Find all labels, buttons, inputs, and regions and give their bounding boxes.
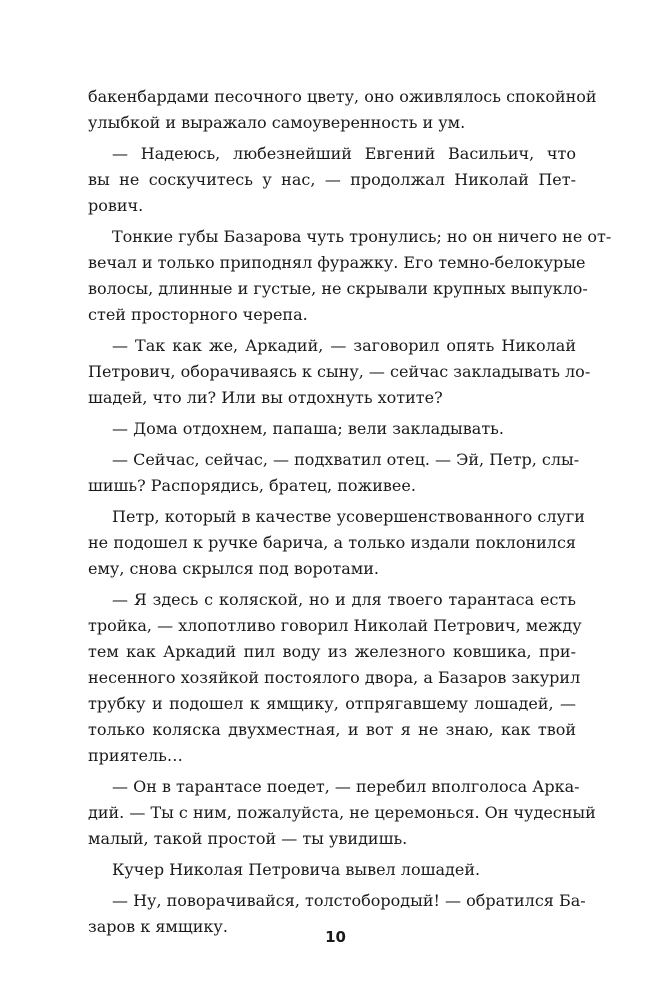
text-line: волосы, длинные и густые, не скрывали крупных выпукло-	[88, 279, 588, 298]
text-line: — Сейчас, сейчас, — подхватил отец. — Эй, Петр, слы-	[112, 450, 580, 469]
text-line: вечал и только приподнял фуражку. Его темно-белокурые	[88, 253, 586, 272]
paragraph	[88, 84, 597, 136]
text-line: улыбкой и выражало самоуверенность и ум.	[88, 113, 466, 132]
text-line: трубку и подошел к ямщику, отпрягавшему лошадей, —	[88, 694, 576, 713]
text-line: несенного хозяйкой постоялого двора, а Базаров закурил	[88, 668, 581, 687]
text-line: — Он в тарантасе поедет, — перебил вполголоса Арка-	[112, 777, 580, 796]
text-line: заров к ямщику.	[88, 917, 228, 936]
text-line: — Я здесь с коляской, но и для твоего тарантаса есть	[112, 590, 576, 609]
text-line: дий. — Ты с ним, пожалуйста, не церемонься. Он чудесный	[88, 803, 596, 822]
text-line: малый, такой простой — ты увидишь.	[88, 829, 408, 848]
text-line: Кучер Николая Петровича вывел лошадей.	[112, 860, 481, 879]
paragraph	[88, 224, 612, 328]
text-line: шадей, что ли? Или вы отдохнуть хотите?	[88, 388, 443, 407]
text-line: Петрович, оборачиваясь к сыну, — сейчас закладывать ло-	[88, 362, 591, 381]
page-number: 10	[325, 928, 346, 946]
text-line: — Ну, поворачивайся, толстобородый! — обратился Ба-	[112, 891, 586, 910]
text-line: — Так как же, Аркадий, — заговорил опять Николай	[112, 336, 576, 355]
text-line: Петр, который в качестве усовершенствованного слуги	[112, 507, 585, 526]
text-line: шишь? Распорядись, братец, поживее.	[88, 476, 416, 495]
text-line: приятель…	[88, 746, 183, 765]
paragraph	[88, 857, 576, 883]
text-line: — Надеюсь, любезнейший Евгений Васильич, что	[112, 144, 576, 163]
text-line: Тонкие губы Базарова чуть тронулись; но он ничего не от-	[112, 227, 612, 246]
text-line: тем как Аркадий пил воду из железного ковшика, при-	[88, 642, 576, 661]
text-line: рович.	[88, 196, 144, 215]
text-line: вы не соскучитесь у нас, — продолжал Николай Пет-	[88, 170, 576, 189]
text-line: не подошел к ручке барича, а только издали поклонился	[88, 533, 576, 552]
text-line: бакенбардами песочного цвету, оно оживлялось спокойной	[88, 87, 597, 106]
text-line: ему, снова скрылся под воротами.	[88, 559, 379, 578]
paragraph	[88, 774, 596, 852]
text-line: только коляска двухместная, и вот я не знаю, как твой	[88, 720, 576, 739]
paragraph	[88, 333, 591, 411]
text-line: стей просторного черепа.	[88, 305, 308, 324]
body-text	[88, 84, 612, 940]
paragraph	[88, 447, 580, 499]
paragraph	[88, 141, 576, 219]
text-line: тройка, — хлопотливо говорил Николай Петрович, между	[88, 616, 582, 635]
paragraph	[88, 416, 576, 442]
paragraph	[88, 504, 585, 582]
text-line: — Дома отдохнем, папаша; вели закладывать.	[112, 419, 504, 438]
paragraph	[88, 587, 582, 769]
